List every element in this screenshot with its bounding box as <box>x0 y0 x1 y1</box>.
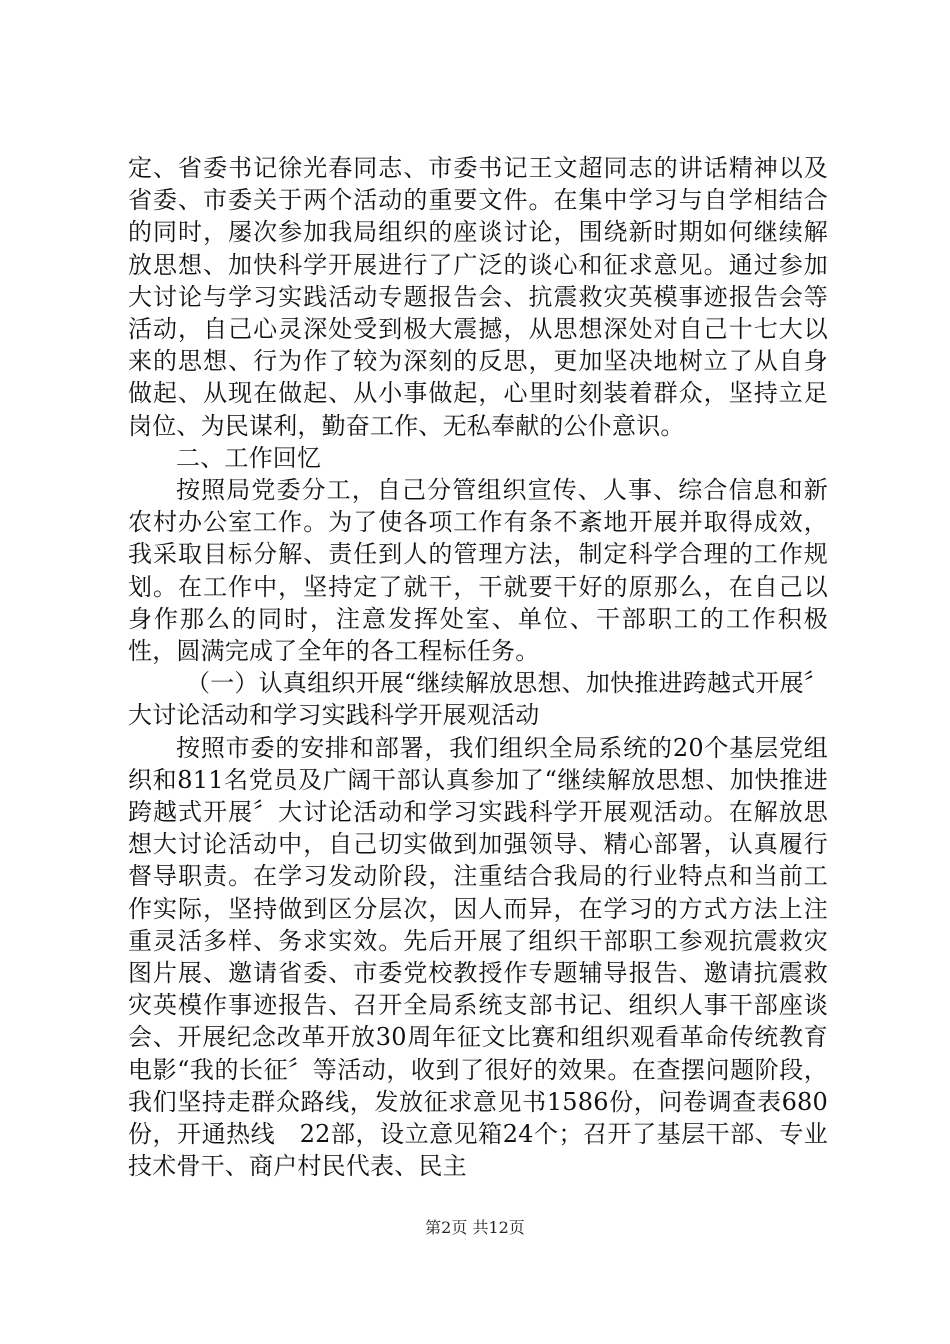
subsection-heading-one: （一）认真组织开展“继续解放思想、加快推进跨越式开展〞大讨论活动和学习实践科学开展观活动 <box>128 669 828 730</box>
page-number-footer: 第2页 共12页 <box>425 1218 525 1237</box>
paragraph-work-division: 按照局党委分工，自己分管组织宣传、人事、综合信息和新农村办公室工作。为了使各项工作有条不紊地开展并取得成效，我采取目标分解、责任到人的管理方法，制定科学合理的工作规划。在工作中，坚持定了就干，干就要干好的原那么，在自己以身作那么的同时，注意发挥处室、单位、干部职工的工作积极性，圆满完成了全年的各工程标任务。 <box>128 476 828 666</box>
paragraph-continuation: 定、省委书记徐光春同志、市委书记王文超同志的讲话精神以及省委、市委关于两个活动的重要文件。在集中学习与自学相结合的同时，屡次参加我局组织的座谈讨论，围绕新时期如何继续解放思想、加快科学开展进行了广泛的谈心和征求意见。通过参加大讨论与学习实践活动专题报告会、抗震救灾英模事迹报告会等活动，自己心灵深处受到极大震撼，从思想深处对自己十七大以来的思想、行为作了较为深刻的反思，更加坚决地树立了从自身做起、从现在做起、从小事做起，心里时刻装着群众，坚持立足岗位、为民谋利，勤奋工作、无私奉献的公仆意识。 <box>128 154 828 440</box>
document-body <box>128 152 828 1183</box>
paragraph-activities: 按照市委的安排和部署，我们组织全局系统的20个基层党组织和811名党员及广阔干部认真参加了“继续解放思想、加快推进跨越式开展〞大讨论活动和学习实践科学开展观活动。在解放思想大讨论活动中，自己切实做到加强领导、精心部署，认真履行督导职责。在学习发动阶段，注重结合我局的行业特点和当前工作实际，坚持做到区分层次，因人而异，在学习的方式方法上注重灵活多样、务求实效。先后开展了组织干部职工参观抗震救灾图片展、邀请省委、市委党校教授作专题辅导报告、邀请抗震救灾英模作事迹报告、召开全局系统支部书记、组织人事干部座谈会、开展纪念改革开放30周年征文比赛和组织观看革命传统教育电影“我的长征〞等活动，收到了很好的效果。在查摆问题阶段，我们坚持走群众路线，发放征求意见书1586份，问卷调查表680份，开通热线 22部，设立意见箱24个；召开了基层干部、专业技术骨干、商户村民代表、民主 <box>128 733 828 1181</box>
section-heading-work-review: 二、工作回忆 <box>176 443 322 472</box>
